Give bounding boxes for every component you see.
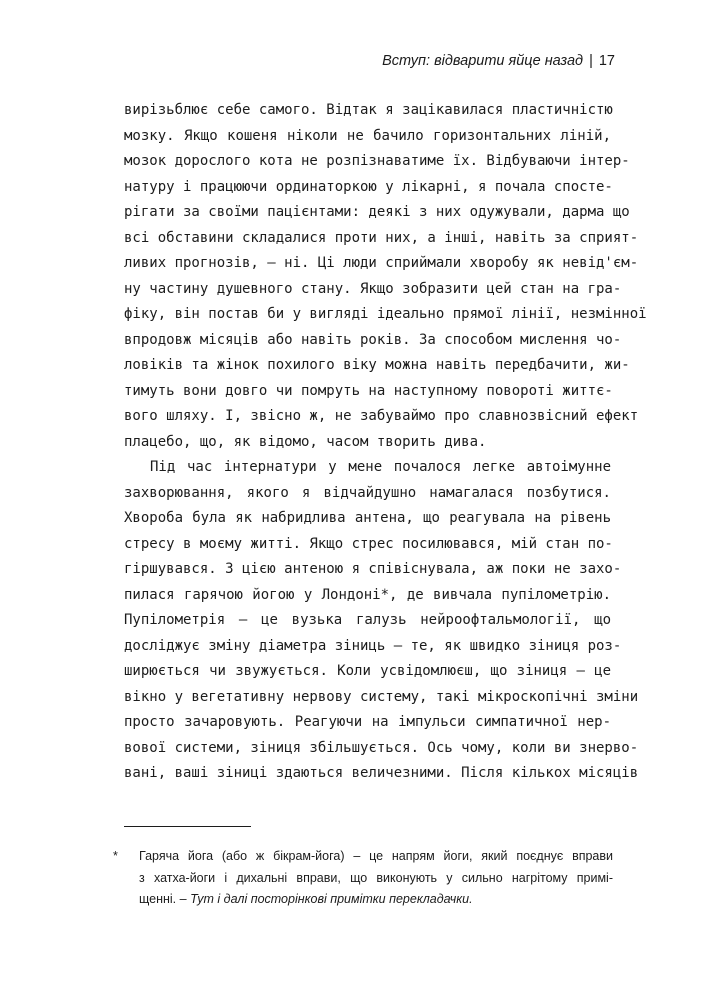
body-line: ну частину душевного стану. Якщо зобразити цей стан на гра- — [124, 280, 622, 297]
footnote — [113, 846, 613, 911]
body-line: тимуть вони довго чи помруть на наступному повороті життє- — [124, 382, 613, 399]
body-line: натуру і працюючи ординаторкою у лікарні, я почала спосте- — [124, 178, 613, 195]
body-line: вані, ваші зіниці здаються величезними. Після кількох місяців — [124, 765, 639, 781]
body-line: захворювання, якого я відчайдушно намагалася позбутися. — [124, 484, 611, 501]
body-line: вової системи, зіниця збільшується. Ось чому, коли ви знерво- — [124, 739, 639, 756]
body-line: мозок дорослого кота не розпізнаватиме їх. Відбуваючи інтер- — [124, 153, 630, 169]
footnote-line: Гаряча йога (або ж бікрам-йога) – це напрям йоги, який поєднує вправи — [139, 849, 613, 863]
body-line: гіршувався. З цією антеною я співіснувала, аж поки не захо- — [124, 561, 622, 577]
running-head-title: Вступ: відварити яйце назад — [382, 53, 584, 69]
running-head — [382, 52, 615, 70]
footnote-text-end: щенні. — [139, 892, 177, 906]
body-text — [124, 98, 647, 787]
body-line: всі обставини складалися проти них, а інші, навіть за сприят- — [124, 229, 639, 246]
body-line: пилася гарячою йогою у Лондоні*, де вивчала пупілометрію. — [124, 586, 611, 603]
running-head-separator: | — [589, 53, 593, 69]
body-line: впродовж місяців або навіть років. За способом мислення чо- — [124, 331, 622, 348]
body-line: просто зачаровують. Реагуючи на імпульси симпатичної нер- — [124, 714, 611, 730]
page-number: 17 — [598, 53, 615, 69]
footnote-marker: * — [113, 849, 118, 863]
footnote-translator-note: Тут і далі посторінкові примітки перекладачки. — [190, 892, 473, 906]
body-line: стресу в моєму житті. Якщо стрес посилювався, мій стан по- — [124, 535, 613, 552]
footnote-line-last: щенні. – Тут і далі посторінкові примітки перекладачки. — [139, 892, 473, 906]
body-line: фіку, він постав би у вигляді ідеально прямої лінії, незмінної — [124, 306, 647, 322]
footnote-divider — [124, 826, 251, 827]
body-line: вікно у вегетативну нервову систему, такі мікроскопічні зміни — [124, 688, 639, 705]
body-line: Хвороба була як набридлива антена, що реагувала на рівень — [124, 510, 611, 526]
body-line: ширюється чи звужується. Коли усвідомлюєш, що зіниця – це — [124, 663, 611, 679]
body-line: вирізьблює себе самого. Відтак я зацікавилася пластичністю — [124, 102, 613, 118]
body-line: ливих прогнозів, – ні. Ці люди сприймали хворобу як невід'єм- — [124, 255, 639, 271]
body-line: вого шляху. І, звісно ж, не забуваймо про славнозвісний ефект — [124, 408, 639, 424]
body-line-paragraph-end: плацебо, що, як відомо, часом творить дива. — [124, 433, 487, 450]
footnote-line: з хатха-йоги і дихальні вправи, що виконують у сильно нагрітому примі- — [139, 870, 613, 885]
body-line: досліджує зміну діаметра зіниць – те, як швидко зіниця роз- — [124, 637, 622, 654]
body-line: рігати за своїми пацієнтами: деякі з них одужували, дарма що — [124, 204, 630, 220]
body-line: Пупілометрія – це вузька галузь нейроофтальмології, що — [124, 612, 611, 628]
body-line: ловіків та жінок похилого віку можна навіть передбачити, жи- — [124, 357, 630, 373]
body-line: мозку. Якщо кошеня ніколи не бачило горизонтальних ліній, — [124, 127, 611, 144]
body-line-paragraph-start: Під час інтернатури у мене почалося легке автоімунне — [150, 459, 611, 475]
